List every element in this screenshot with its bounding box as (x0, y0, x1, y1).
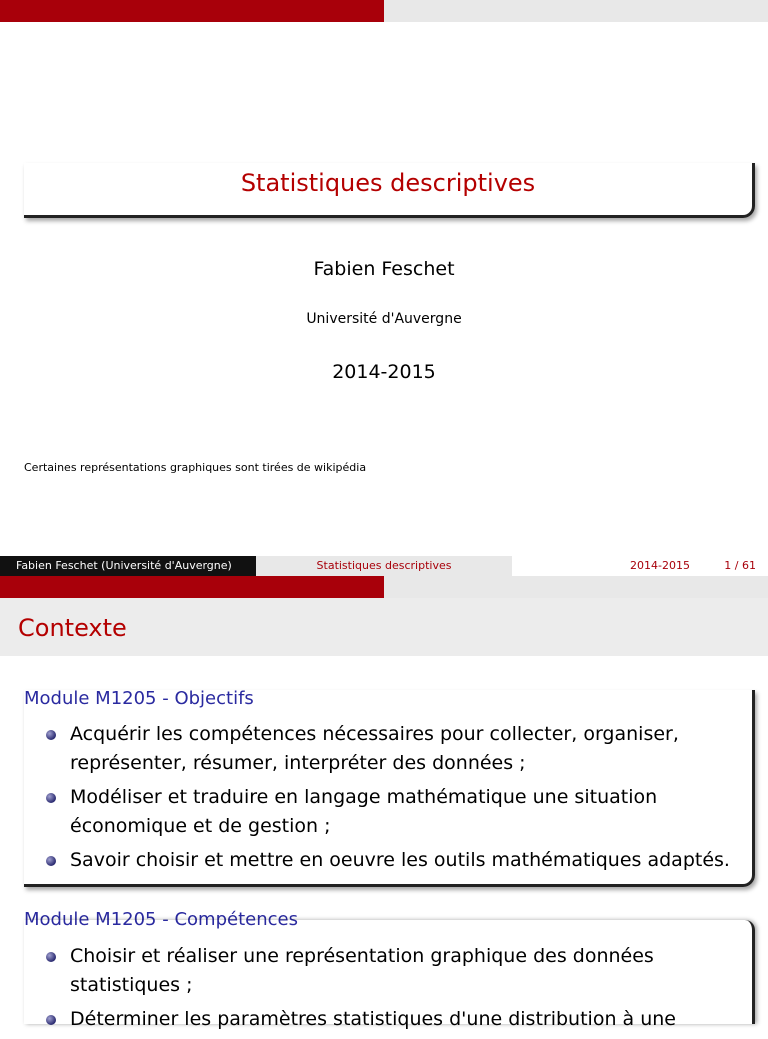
block-title-competences: Module M1205 - Compétences (24, 909, 298, 930)
author-name: Fabien Feschet (313, 258, 455, 280)
slide2-header-red-segment (0, 576, 384, 598)
list-item: Savoir choisir et mettre en oeuvre les outils mathématiques adaptés. (24, 846, 752, 875)
list-item: Acquérir les compétences nécessaires pour collecter, organiser, représenter, résumer, interpréter des données ; (24, 720, 752, 778)
title-frame (24, 163, 755, 218)
list-item: Modéliser et traduire en langage mathématique une situation économique et de gestion ; (24, 783, 752, 841)
bullet-icon (46, 952, 56, 962)
slide2-header-gray-segment (384, 576, 768, 598)
competences-list (24, 942, 752, 1039)
header-red-segment (0, 0, 384, 22)
header-gray-segment (384, 0, 768, 22)
block-title-objectifs: Module M1205 - Objectifs (24, 688, 254, 709)
objectifs-list (24, 720, 752, 880)
presentation-date: 2014-2015 (332, 361, 436, 383)
block-competences (24, 920, 755, 1030)
slide2-header-bar (0, 576, 768, 598)
footer-author: Fabien Feschet (Université d'Auvergne) (0, 556, 256, 576)
footer-page-number: 1 / 61 (724, 559, 756, 572)
list-item: Choisir et réaliser une représentation graphique des données statistiques ; (24, 942, 752, 1000)
institute-name: Université d'Auvergne (306, 311, 462, 327)
bullet-icon (46, 793, 56, 803)
frame-title: Contexte (18, 614, 127, 642)
slide-footer (0, 556, 768, 576)
block-objectifs (24, 690, 755, 887)
bullet-icon (46, 856, 56, 866)
footer-title: Statistiques descriptives (256, 556, 512, 576)
footer-date: 2014-2015 (630, 559, 690, 572)
top-header-bar (0, 0, 768, 22)
list-item: Déterminer les paramètres statistiques d'une distribution à une (24, 1005, 752, 1034)
slide-title: Statistiques descriptives (240, 169, 536, 197)
bullet-icon (46, 730, 56, 740)
footer-right (512, 556, 768, 576)
credits-note: Certaines représentations graphiques sont tirées de wikipédia (24, 461, 367, 474)
